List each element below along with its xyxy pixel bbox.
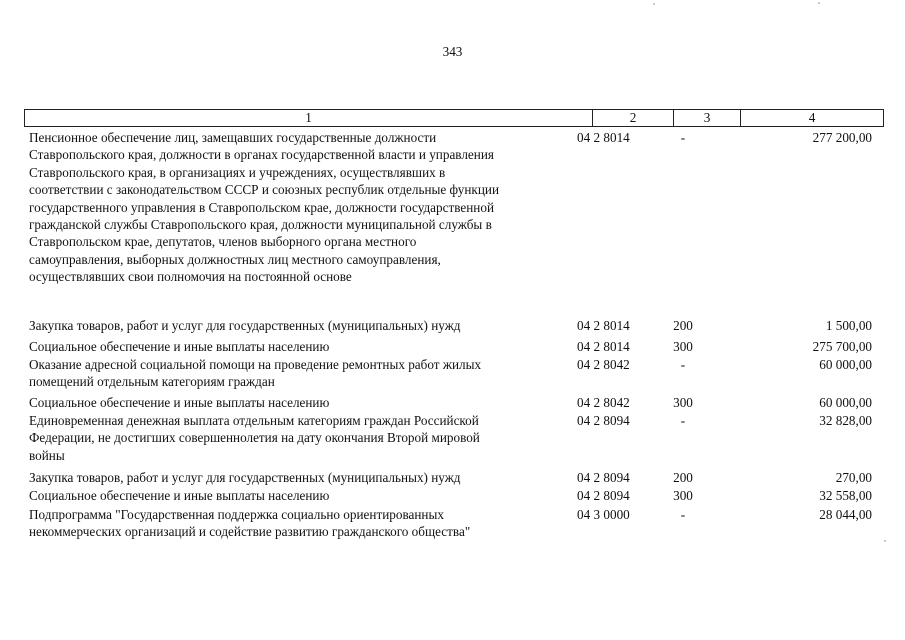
- header-col-2: 2: [593, 110, 674, 126]
- row-code: 04 2 8042: [577, 395, 630, 410]
- scan-speck: [653, 3, 655, 5]
- row-code: 04 2 8014: [577, 339, 630, 354]
- row-expense-type: -: [680, 357, 686, 372]
- row-description: Социальное обеспечение и иные выплаты населению: [29, 488, 330, 503]
- row-amount: 277 200,00: [812, 130, 872, 145]
- row-amount: 60 000,00: [819, 395, 872, 410]
- row-expense-type: -: [680, 130, 686, 145]
- row-code: 04 2 8014: [577, 318, 630, 333]
- row-amount: 32 558,00: [819, 488, 872, 503]
- row-description: Закупка товаров, работ и услуг для государственных (муниципальных) нужд: [29, 318, 461, 333]
- scan-speck: [818, 2, 820, 4]
- row-code: 04 2 8014: [577, 130, 630, 145]
- row-expense-type: 300: [673, 395, 693, 410]
- row-description: Оказание адресной социальной помощи на проведение ремонтных работ жилых помещений отдельным категориям граждан: [29, 357, 482, 390]
- row-amount: 32 828,00: [819, 413, 872, 428]
- row-amount: 28 044,00: [819, 507, 872, 522]
- row-description: Подпрограмма "Государственная поддержка социально ориентированных некоммерческих организаций и содействие развитию гражданского общества": [29, 507, 471, 540]
- row-expense-type: 300: [673, 339, 693, 354]
- row-expense-type: -: [680, 507, 686, 522]
- row-amount: 60 000,00: [819, 357, 872, 372]
- row-expense-type: -: [680, 413, 686, 428]
- page-number: 343: [442, 44, 463, 59]
- header-col-3: 3: [674, 110, 741, 126]
- row-description: Социальное обеспечение и иные выплаты населению: [29, 339, 330, 354]
- row-code: 04 2 8094: [577, 413, 630, 428]
- row-expense-type: 200: [673, 318, 693, 333]
- row-description: Закупка товаров, работ и услуг для государственных (муниципальных) нужд: [29, 470, 461, 485]
- row-amount: 270,00: [835, 470, 872, 485]
- scan-speck: [884, 540, 886, 542]
- row-code: 04 2 8094: [577, 488, 630, 503]
- row-expense-type: 200: [673, 470, 693, 485]
- row-description: Единовременная денежная выплата отдельным категориям граждан Российской Федерации, не достигших совершеннолетия на дату окончания Второй мировой войны: [29, 413, 480, 463]
- row-amount: 275 700,00: [812, 339, 872, 354]
- row-description: Социальное обеспечение и иные выплаты населению: [29, 395, 330, 410]
- row-code: 04 3 0000: [577, 507, 630, 522]
- row-description: Пенсионное обеспечение лиц, замещавших государственные должности Ставропольского края, должности в органах государственной власти и управления Ставропольского края, в организациях и учреждениях, осуществлявших в соответствии с законодательством СССР и союзных республик отдельные функции государственного управления в Ставропольском крае, должности государственной гражданской службы Ставропольского края, должности муниципальной службы в Ставропольском крае, депутатов, членов выборного органа местного самоуправления, выборных должностных лиц местного самоуправления, осуществлявших свои полномочия на постоянной основе: [29, 130, 499, 285]
- row-code: 04 2 8042: [577, 357, 630, 372]
- row-amount: 1 500,00: [825, 318, 872, 333]
- row-code: 04 2 8094: [577, 470, 630, 485]
- row-expense-type: 300: [673, 488, 693, 503]
- header-col-4: 4: [808, 110, 816, 125]
- header-col-1: 1: [25, 110, 593, 126]
